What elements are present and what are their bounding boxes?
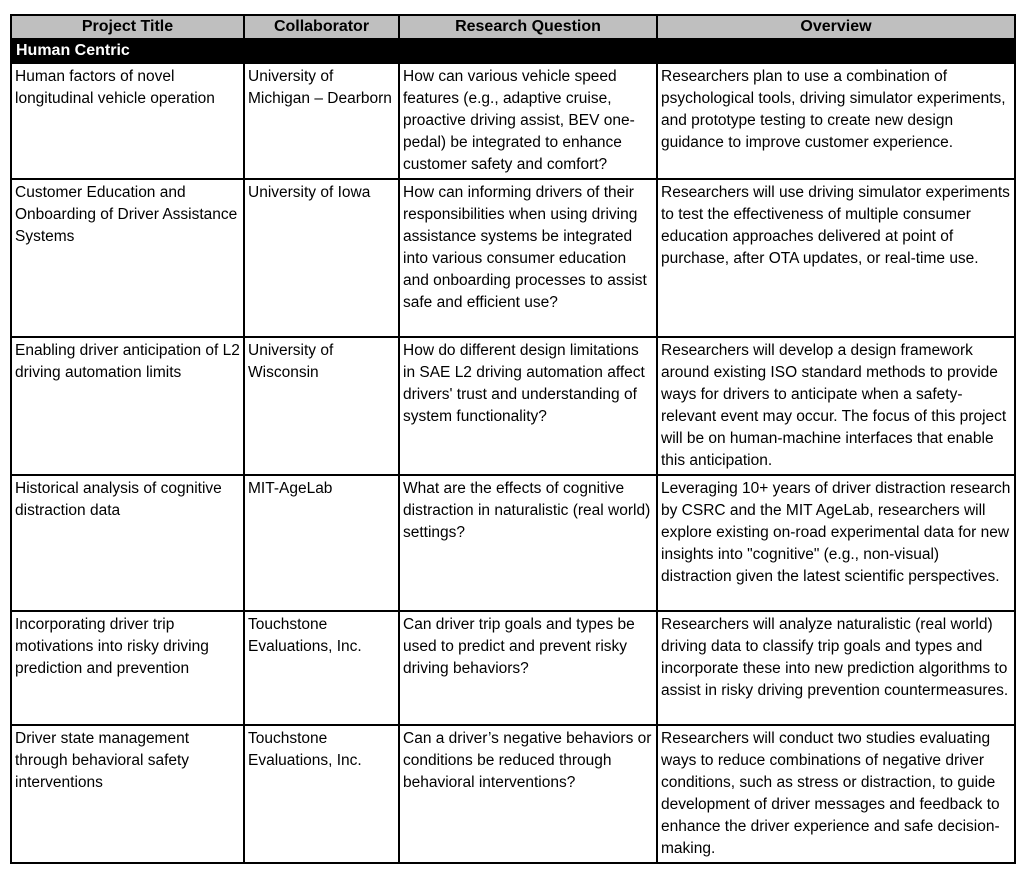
collaborator-cell: MIT-AgeLab bbox=[244, 475, 399, 611]
overview-cell: Researchers will use driving simulator experiments to test the effectiveness of multiple consumer education approaches delivered at point of purchase, after OTA updates, or real-time use. bbox=[657, 179, 1015, 337]
header-research-question: Research Question bbox=[399, 15, 657, 39]
project-title-cell: Enabling driver anticipation of L2 driving automation limits bbox=[11, 337, 244, 475]
project-title-cell: Driver state management through behavioral safety interventions bbox=[11, 725, 244, 863]
overview-cell: Researchers will analyze naturalistic (real world) driving data to classify trip goals and types and incorporate these into new prediction algorithms to assist in risky driving prevention countermeasures. bbox=[657, 611, 1015, 725]
header-row bbox=[11, 15, 1015, 39]
table-row bbox=[11, 475, 1015, 611]
research-question-cell: How can informing drivers of their responsibilities when using driving assistance systems be integrated into various consumer education and onboarding processes to assist safe and efficient use? bbox=[399, 179, 657, 337]
overview-cell: Researchers will conduct two studies evaluating ways to reduce combinations of negative driver conditions, such as stress or distraction, to guide development of driver messages and feedback to enhance the driver experience and safe decision-making. bbox=[657, 725, 1015, 863]
overview-cell: Researchers will develop a design framework around existing ISO standard methods to provide ways for drivers to anticipate when a safety-relevant event may occur. The focus of this project will be on human-machine interfaces that enable this anticipation. bbox=[657, 337, 1015, 475]
research-question-cell: How can various vehicle speed features (e.g., adaptive cruise, proactive driving assist, BEV one-pedal) be integrated to enhance customer safety and comfort? bbox=[399, 63, 657, 179]
research-question-cell: What are the effects of cognitive distraction in naturalistic (real world) settings? bbox=[399, 475, 657, 611]
table-row bbox=[11, 725, 1015, 863]
table-row bbox=[11, 179, 1015, 337]
collaborator-cell: University of Wisconsin bbox=[244, 337, 399, 475]
collaborator-cell: Touchstone Evaluations, Inc. bbox=[244, 725, 399, 863]
collaborator-cell: Touchstone Evaluations, Inc. bbox=[244, 611, 399, 725]
overview-cell: Leveraging 10+ years of driver distraction research by CSRC and the MIT AgeLab, researchers will explore existing on-road experimental data for new insights into "cognitive" (e.g., non-visual) distraction given the latest scientific perspectives. bbox=[657, 475, 1015, 611]
header-project-title: Project Title bbox=[11, 15, 244, 39]
research-question-cell: Can driver trip goals and types be used to predict and prevent risky driving behaviors? bbox=[399, 611, 657, 725]
header-collaborator: Collaborator bbox=[244, 15, 399, 39]
table-row bbox=[11, 63, 1015, 179]
header-overview: Overview bbox=[657, 15, 1015, 39]
section-label: Human Centric bbox=[11, 39, 1015, 63]
research-question-cell: Can a driver’s negative behaviors or conditions be reduced through behavioral interventions? bbox=[399, 725, 657, 863]
collaborator-cell: University of Iowa bbox=[244, 179, 399, 337]
collaborator-cell: University of Michigan – Dearborn bbox=[244, 63, 399, 179]
table-row bbox=[11, 611, 1015, 725]
section-row bbox=[11, 39, 1015, 63]
project-title-cell: Historical analysis of cognitive distraction data bbox=[11, 475, 244, 611]
project-title-cell: Incorporating driver trip motivations into risky driving prediction and prevention bbox=[11, 611, 244, 725]
project-title-cell: Human factors of novel longitudinal vehicle operation bbox=[11, 63, 244, 179]
project-title-cell: Customer Education and Onboarding of Driver Assistance Systems bbox=[11, 179, 244, 337]
research-question-cell: How do different design limitations in SAE L2 driving automation affect drivers' trust and understanding of system functionality? bbox=[399, 337, 657, 475]
projects-table bbox=[10, 14, 1016, 864]
table-row bbox=[11, 337, 1015, 475]
overview-cell: Researchers plan to use a combination of psychological tools, driving simulator experiments, and prototype testing to create new design guidance to improve customer experience. bbox=[657, 63, 1015, 179]
